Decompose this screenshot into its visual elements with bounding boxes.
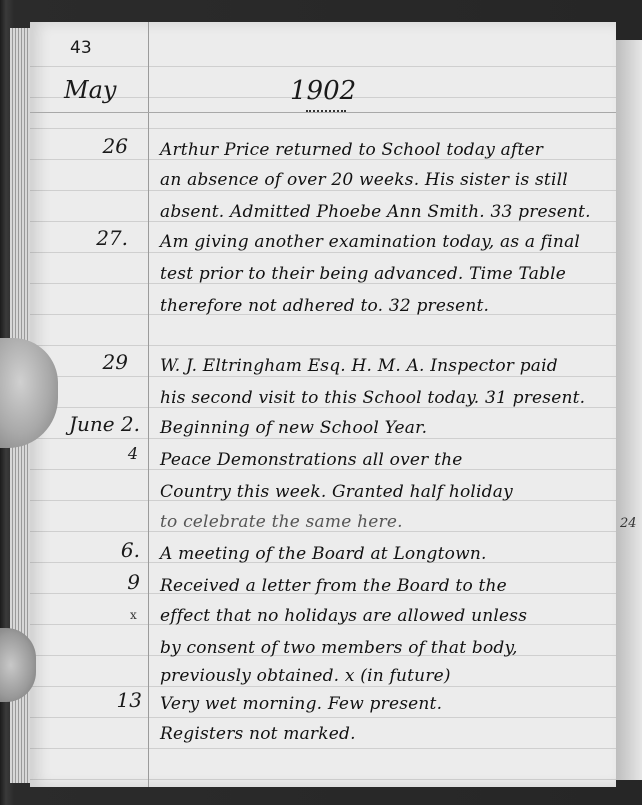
entry-line: W. J. Eltringham Esq. H. M. A. Inspector paid xyxy=(160,356,558,376)
insertion-mark: x xyxy=(130,608,137,622)
facing-page-mark: 24 xyxy=(620,516,637,531)
entry-line: an absence of over 20 weeks. His sister is still xyxy=(160,170,568,190)
header-rule xyxy=(30,112,616,113)
entry-line: Peace Demonstrations all over the xyxy=(160,450,463,470)
entry-line: to celebrate the same here. xyxy=(160,512,403,532)
entry-date: 27. xyxy=(96,226,128,250)
entry-line: Beginning of new School Year. xyxy=(160,418,428,438)
entry-line: Received a letter from the Board to the xyxy=(160,576,507,596)
year-underline xyxy=(306,106,346,112)
entry-line: Very wet morning. Few present. xyxy=(160,694,443,714)
entry-line: Registers not marked. xyxy=(160,724,356,744)
entry-date: 4 xyxy=(127,444,138,463)
entry-date: 9 xyxy=(127,570,140,594)
entry-line: absent. Admitted Phoebe Ann Smith. 33 present. xyxy=(160,202,591,222)
entry-line: therefore not adhered to. 32 present. xyxy=(160,296,490,316)
facing-page-edge xyxy=(616,40,642,780)
margin-rule xyxy=(148,22,149,787)
entry-line: Country this week. Granted half holiday xyxy=(160,482,513,502)
entry-line: previously obtained. x (in future) xyxy=(160,666,451,686)
entry-date: June 2. xyxy=(68,412,140,436)
month-heading: May xyxy=(64,76,117,104)
entry-date: 26 xyxy=(102,134,128,158)
entry-line: effect that no holidays are allowed unless xyxy=(160,606,528,626)
page-number: 43 xyxy=(70,38,92,58)
entry-date: 29 xyxy=(102,350,128,374)
entry-date: 6. xyxy=(120,538,140,562)
entry-date: 13 xyxy=(116,688,142,712)
entry-line: Am giving another examination today, as a final xyxy=(160,232,581,252)
entry-line: test prior to their being advanced. Time Table xyxy=(160,264,567,284)
entry-line: his second visit to this School today. 31 present. xyxy=(160,388,586,408)
entry-line: A meeting of the Board at Longtown. xyxy=(160,544,487,564)
entry-line: by consent of two members of that body, xyxy=(160,638,518,658)
year-heading: 1902 xyxy=(290,76,357,106)
entry-line: Arthur Price returned to School today after xyxy=(160,140,544,160)
